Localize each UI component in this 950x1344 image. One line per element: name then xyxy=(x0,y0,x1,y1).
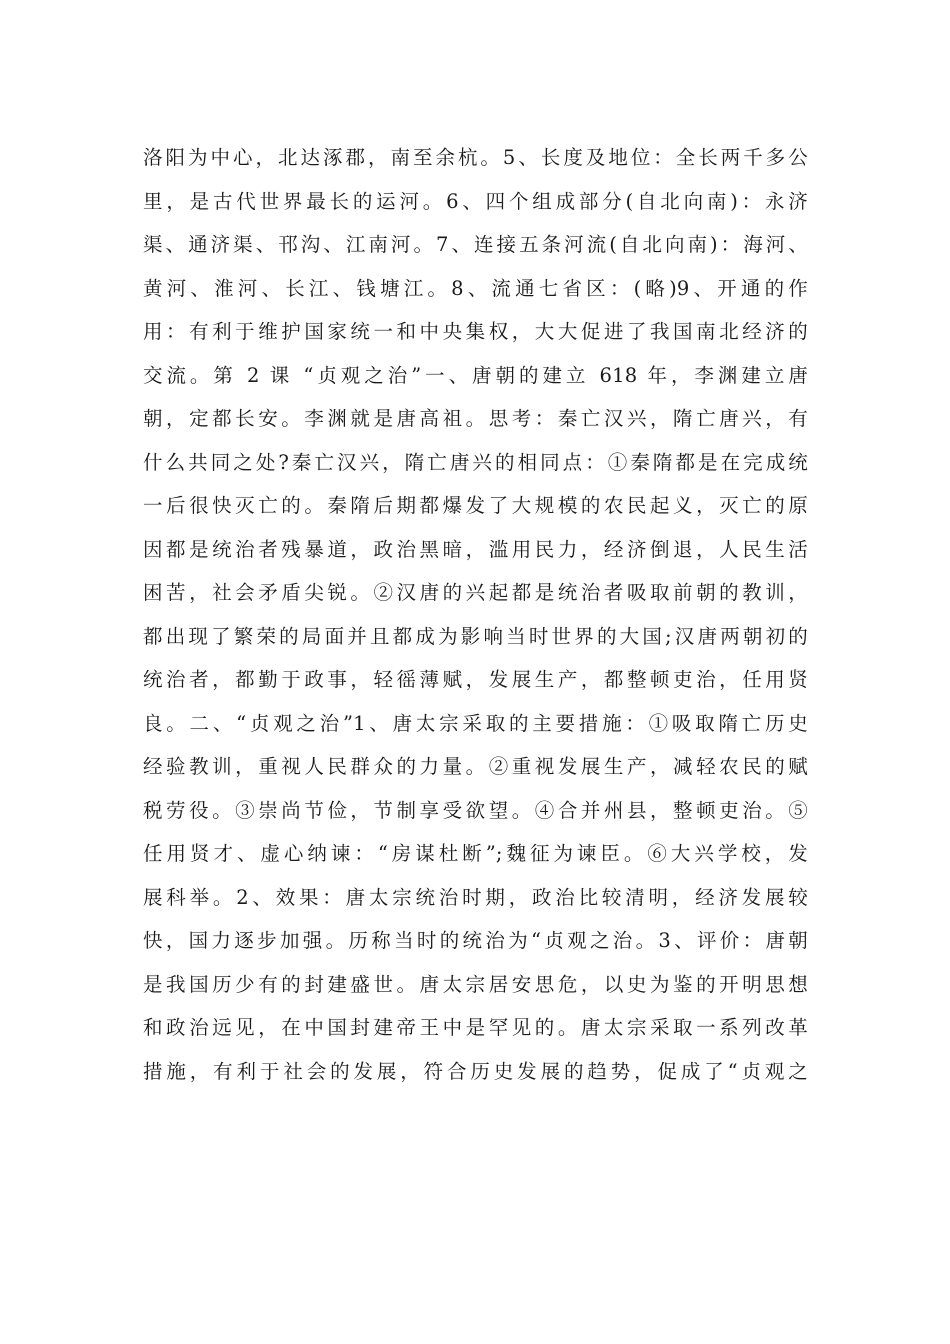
text-line: 展科举。2、效果：唐太宗统治时期，政治比较清明，经济发展较 xyxy=(143,885,808,909)
text-line: 良。二、“贞观之治”1、唐太宗采取的主要措施：①吸取隋亡历史 xyxy=(143,711,808,735)
text-line: 洛阳为中心，北达涿郡，南至余杭。5、长度及地位：全长两千多公 xyxy=(143,146,808,169)
text-line: 经验教训，重视人民群众的力量。②重视发展生产，减轻农民的赋 xyxy=(143,755,808,778)
text-line: 黄河、淮河、长江、钱塘江。8、流通七省区：(略)9、开通的作 xyxy=(143,276,808,300)
text-line: 里，是古代世界最长的运河。6、四个组成部分(自北向南)：永济 xyxy=(143,189,808,213)
text-line: 交流。第 2 课 “贞观之治”一、唐朝的建立 618 年，李渊建立唐 xyxy=(143,363,808,387)
text-line: 快，国力逐步加强。历称当时的统治为“贞观之治。3、评价：唐朝 xyxy=(143,929,808,952)
text-line: 是我国历少有的封建盛世。唐太宗居安思危，以史为鉴的开明思想 xyxy=(143,972,808,996)
body-text xyxy=(143,136,808,1093)
text-line: 和政治远见，在中国封建帝王中是罕见的。唐太宗采取一系列改革 xyxy=(143,1016,808,1039)
text-line: 困苦，社会矛盾尖锐。②汉唐的兴起都是统治者吸取前朝的教训， xyxy=(143,581,808,604)
text-line: 用：有利于维护国家统一和中央集权，大大促进了我国南北经济的 xyxy=(143,320,808,343)
text-line: 一后很快灭亡的。秦隋后期都爆发了大规模的农民起义，灭亡的原 xyxy=(143,494,808,517)
text-line: 朝，定都长安。李渊就是唐高祖。思考：秦亡汉兴，隋亡唐兴，有 xyxy=(143,407,808,430)
text-line: 都出现了繁荣的局面并且都成为影响当时世界的大国;汉唐两朝初的 xyxy=(143,624,808,648)
text-line: 因都是统治者残暴道，政治黑暗，滥用民力，经济倒退，人民生活 xyxy=(143,537,808,561)
text-line: 渠、通济渠、邗沟、江南河。7、连接五条河流(自北向南)：海河、 xyxy=(143,233,808,256)
text-line: 措施，有利于社会的发展，符合历史发展的趋势，促成了“贞观之 xyxy=(143,1059,808,1083)
text-line: 什么共同之处?秦亡汉兴，隋亡唐兴的相同点：①秦隋都是在完成统 xyxy=(143,450,808,474)
text-line: 税劳役。③崇尚节俭，节制享受欲望。④合并州县，整顿吏治。⑤ xyxy=(143,798,808,822)
text-line: 任用贤才、虚心纳谏：“房谋杜断”;魏征为谏臣。⑥大兴学校，发 xyxy=(143,842,808,865)
text-line: 统治者，都勤于政事，轻徭薄赋，发展生产，都整顿吏治，任用贤 xyxy=(143,668,808,691)
